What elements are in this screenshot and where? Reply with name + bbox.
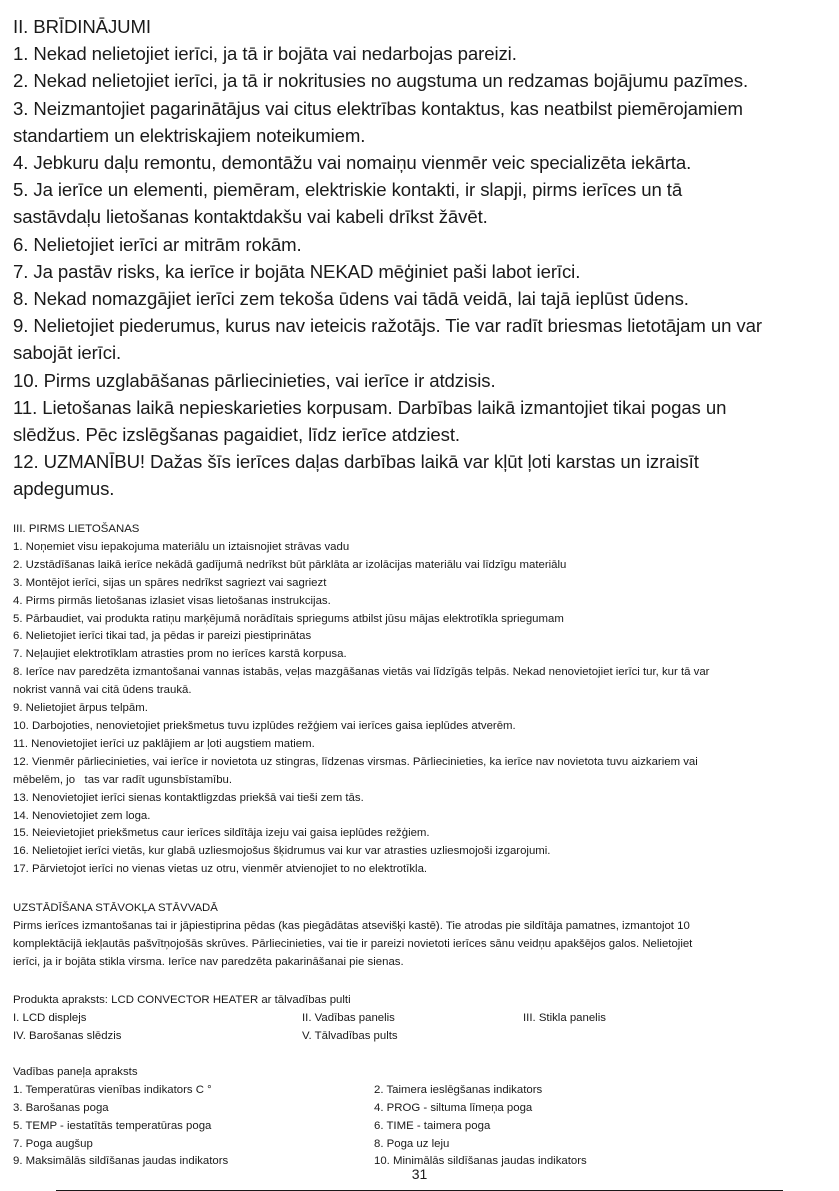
product-description-section (13, 992, 825, 1046)
before-use-line: 3. Montējot ierīci, sijas un spāres nedrīkst sagriezt vai sagriezt (13, 576, 327, 589)
part-control-panel: II. Vadības panelis (302, 1011, 395, 1024)
before-use-line: 10. Darbojoties, nenovietojiet priekšmetus tuvu izplūdes režģiem vai ierīces gaisa ieplūdes atverēm. (13, 719, 516, 732)
before-use-line: 14. Nenovietojiet zem loga. (13, 809, 151, 822)
warning-line: 4. Jebkuru daļu remontu, demontāžu vai nomaiņu vienmēr veic specializēta iekārta. (13, 152, 692, 174)
warning-line: 10. Pirms uzglabāšanas pārliecinieties, vai ierīce ir atdzisis. (13, 369, 496, 391)
panel-items-row (13, 1118, 825, 1136)
warning-line: sastāvdaļu lietošanas kontaktdakšu vai kabeli drīkst žāvēt. (13, 206, 488, 228)
before-use-line: 13. Nenovietojiet ierīci sienas kontaktligzdas priekšā vai tieši zem tās. (13, 791, 364, 804)
before-use-line: 8. Ierīce nav paredzēta izmantošanai vannas istabās, veļas mazgāšanas vietās vai līdzīgās telpās. Nekad nenovietojiet ierīci tur, kur tā var (13, 666, 710, 679)
part-power-switch: IV. Barošanas slēdzis (13, 1029, 122, 1042)
before-use-line: mēbelēm, jo tas var radīt ugunsbīstamību. (13, 773, 233, 786)
warnings-title: II. BRĪDINĀJUMI (13, 16, 151, 37)
panel-item: 2. Taimera ieslēgšanas indikators (374, 1083, 543, 1096)
part-lcd-display: I. LCD displejs (13, 1011, 87, 1024)
panel-item: 1. Temperatūras vienības indikators C ° (13, 1083, 212, 1096)
warning-line: 12. UZMANĪBU! Dažas šīs ierīces daļas darbības laikā var kļūt ļoti karstas un izraisīt (13, 451, 699, 473)
before-use-line: 15. Neievietojiet priekšmetus caur ierīces sildītāja izeju vai gaisa ieplūdes režģiem. (13, 827, 430, 840)
page-number: 31 (411, 1166, 428, 1182)
warning-line: 2. Nekad nelietojiet ierīci, ja tā ir nokritusies no augstuma un redzamas bojājumu pazīmes. (13, 70, 749, 92)
upright-install-section (13, 900, 825, 972)
before-use-section (13, 521, 825, 879)
panel-items-row (13, 1136, 825, 1154)
control-panel-section (13, 1064, 825, 1171)
warning-line: 1. Nekad nelietojiet ierīci, ja tā ir bojāta vai nedarbojas pareizi. (13, 43, 517, 65)
part-remote-control: V. Tālvadības pults (302, 1029, 398, 1042)
warning-line: slēdžus. Pēc izslēgšanas pagaidiet, līdz ierīce atdziest. (13, 424, 460, 446)
warning-line: 7. Ja pastāv risks, ka ierīce ir bojāta NEKAD mēģiniet paši labot ierīci. (13, 260, 581, 282)
upright-line: komplektācijā iekļautās pašvītņojošās skrūves. Pārliecinieties, vai tie ir pareizi novietoti ierīces sānu veidņu apakšējos galos. Nelietojiet (13, 937, 693, 950)
before-use-line: 12. Vienmēr pārliecinieties, vai ierīce ir novietota uz stingras, līdzenas virsmas. Pārliecinieties, ka ierīce nav novietota tuvu aizkariem vai (13, 755, 698, 768)
panel-items-row (13, 1082, 825, 1100)
warning-line: sabojāt ierīci. (13, 342, 122, 364)
warning-line: standartiem un elektriskajiem noteikumiem. (13, 124, 366, 146)
before-use-line: 17. Pārvietojot ierīci no vienas vietas uz otru, vienmēr atvienojiet to no elektrotīkla. (13, 863, 428, 876)
control-panel-title: Vadības paneļa apraksts (13, 1066, 138, 1078)
before-use-line: nokrist vannā vai citā ūdens traukā. (13, 684, 192, 697)
product-parts-row (13, 1028, 825, 1046)
panel-item: 9. Maksimālās sildīšanas jaudas indikators (13, 1155, 229, 1168)
upright-line: ierīci, ja ir bojāta stikla virsma. Ierīce nav paredzēta pakarināšanai pie sienas. (13, 955, 404, 968)
panel-item: 5. TEMP - iestatītās temperatūras poga (13, 1119, 212, 1132)
warning-line: apdegumus. (13, 478, 115, 500)
before-use-line: 16. Nelietojiet ierīci vietās, kur glabā uzliesmojošus šķidrumus vai kur var atrasties uzliesmojoši izgarojumi. (13, 845, 551, 858)
before-use-line: 6. Nelietojiet ierīci tikai tad, ja pēdas ir pareizi piestiprinātas (13, 630, 312, 643)
before-use-line: 5. Pārbaudiet, vai produkta ratiņu marķējumā norādītais spriegums atbilst jūsu mājas elektrotīkla spriegumam (13, 612, 564, 625)
warning-line: 3. Neizmantojiet pagarinātājus vai citus elektrības kontaktus, kas neatbilst piemērojamiem (13, 97, 743, 119)
before-use-line: 4. Pirms pirmās lietošanas izlasiet visas lietošanas instrukcijas. (13, 594, 331, 607)
warning-line: 11. Lietošanas laikā nepieskarieties korpusam. Darbības laikā izmantojiet tikai pogas un (13, 396, 727, 418)
before-use-line: 11. Nenovietojiet ierīci uz paklājiem ar ļoti augstiem matiem. (13, 737, 315, 750)
panel-item: 7. Poga augšup (13, 1137, 93, 1150)
upright-line: Pirms ierīces izmantošanas tai ir jāpiestiprina pēdas (kas piegādātas atsevišķi kastē). Tie atrodas pie sildītāja pamatnes, izmantojot 10 (13, 919, 690, 932)
before-use-line: 7. Neļaujiet elektrotīklam atrasties prom no ierīces karstā korpusa. (13, 648, 347, 661)
warning-line: 9. Nelietojiet piederumus, kurus nav ieteicis ražotājs. Tie var radīt briesmas lietotājam un var (13, 315, 762, 337)
before-use-title: III. PIRMS LIETOŠANAS (13, 523, 140, 535)
part-glass-panel: III. Stikla panelis (523, 1011, 606, 1024)
upright-title: UZSTĀDĪŠANA STĀVOKĻA STĀVVADĀ (13, 902, 218, 914)
panel-item: 10. Minimālās sildīšanas jaudas indikators (374, 1155, 587, 1168)
before-use-line: 2. Uzstādīšanas laikā ierīce nekādā gadījumā nedrīkst būt pārklāta ar izolācijas materiālu vai līdzīgu materiālu (13, 558, 567, 571)
warning-line: 8. Nekad nomazgājiet ierīci zem tekoša ūdens vai tādā veidā, lai tajā ieplūst ūdens. (13, 288, 689, 310)
panel-item: 4. PROG - siltuma līmeņa poga (374, 1101, 533, 1114)
panel-items-row (13, 1100, 825, 1118)
product-parts-row (13, 1010, 825, 1028)
panel-item: 3. Barošanas poga (13, 1101, 109, 1114)
before-use-line: 9. Nelietojiet ārpus telpām. (13, 702, 148, 715)
before-use-line: 1. Noņemiet visu iepakojuma materiālu un iztaisnojiet strāvas vadu (13, 540, 350, 553)
product-title: Produkta apraksts: LCD CONVECTOR HEATER ar tālvadības pulti (13, 994, 351, 1006)
warning-line: 5. Ja ierīce un elementi, piemēram, elektriskie kontakti, ir slapji, pirms ierīces un tā (13, 179, 683, 201)
panel-item: 6. TIME - taimera poga (374, 1119, 491, 1132)
warnings-section (13, 13, 825, 503)
warning-line: 6. Nelietojiet ierīci ar mitrām rokām. (13, 233, 302, 255)
panel-item: 8. Poga uz leju (374, 1137, 450, 1150)
